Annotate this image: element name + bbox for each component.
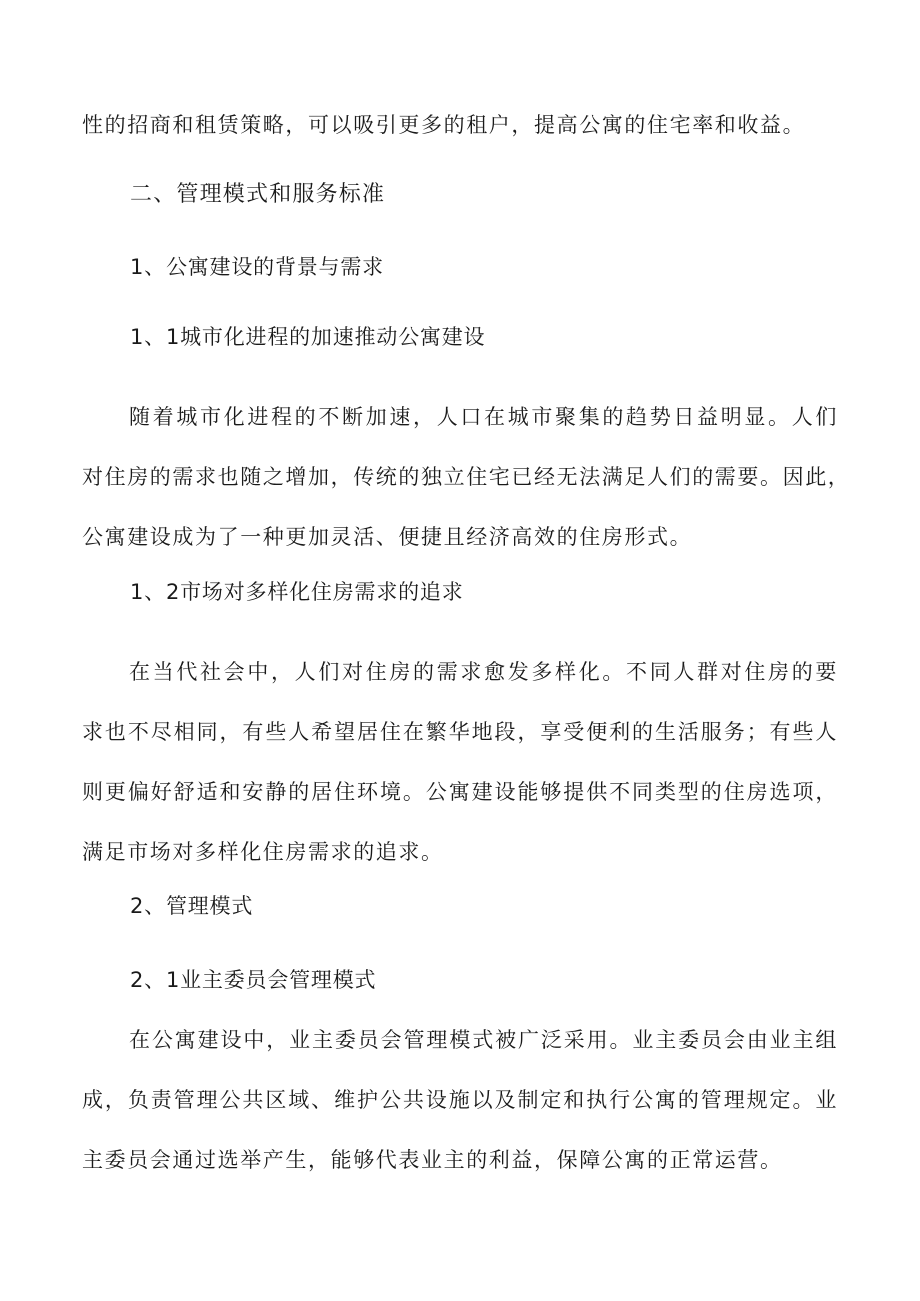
opening-line: 性的招商和租赁策略，可以吸引更多的租户，提高公寓的住宅率和收益。 <box>82 113 806 137</box>
paragraph-2-line: 在当代社会中，人们对住房的需求愈发多样化。不同人群对住房的要 <box>129 660 838 684</box>
paragraph-3-line: 成，负责管理公共区域、维护公共设施以及制定和执行公寓的管理规定。业 <box>82 1088 838 1112</box>
paragraph-1-line: 随着城市化进程的不断加速，人口在城市聚集的趋势日益明显。人们 <box>129 405 838 429</box>
heading-1-2: 1、2市场对多样化住房需求的追求 <box>130 580 464 604</box>
paragraph-1-line: 对住房的需求也随之增加，传统的独立住宅已经无法满足人们的需要。因此， <box>82 465 851 489</box>
paragraph-3-line: 主委员会通过选举产生，能够代表业主的利益，保障公寓的正常运营。 <box>82 1148 783 1172</box>
paragraph-1 <box>82 402 851 582</box>
paragraph-1-line: 公寓建设成为了一种更加灵活、便捷且经济高效的住房形式。 <box>82 525 693 549</box>
paragraph-2-line: 求也不尽相同，有些人希望居住在繁华地段，享受便利的生活服务；有些人 <box>82 720 838 744</box>
paragraph-2 <box>82 657 838 897</box>
heading-1-1: 1、1城市化进程的加速推动公寓建设 <box>130 325 486 349</box>
heading-2-1: 2、1业主委员会管理模式 <box>130 968 377 992</box>
paragraph-2-line: 满足市场对多样化住房需求的追求。 <box>82 840 444 864</box>
heading-2: 2、管理模式 <box>130 894 254 918</box>
paragraph-3-line: 在公寓建设中，业主委员会管理模式被广泛采用。业主委员会由业主组 <box>129 1028 838 1052</box>
paragraph-2-line: 则更偏好舒适和安静的居住环境。公寓建设能够提供不同类型的住房选项， <box>82 780 838 804</box>
heading-1: 1、公寓建设的背景与需求 <box>130 255 384 279</box>
paragraph-3 <box>82 1025 838 1205</box>
section-title: 二、管理模式和服务标准 <box>130 182 386 207</box>
